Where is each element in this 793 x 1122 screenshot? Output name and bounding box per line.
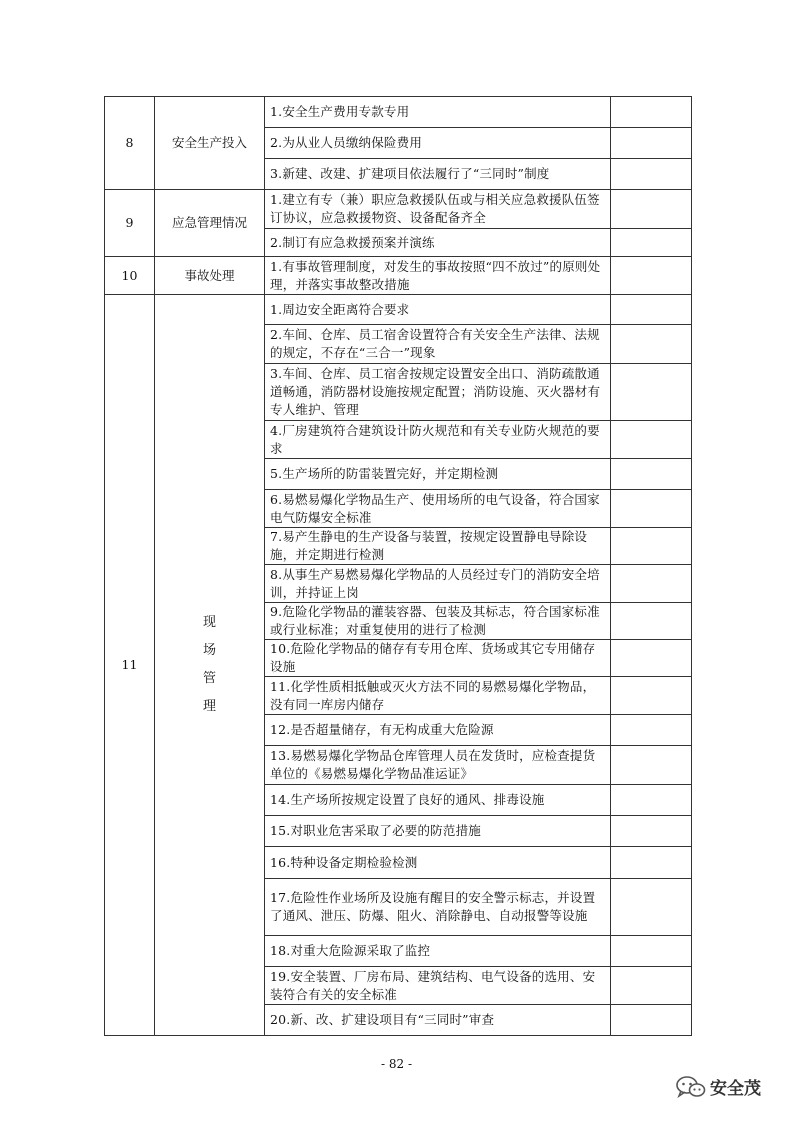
table-row [105, 190, 692, 229]
result-cell[interactable] [611, 1005, 692, 1036]
result-cell[interactable] [611, 565, 692, 603]
watermark [676, 1074, 761, 1099]
check-item: 18.对重大危险源采取了监控 [265, 936, 611, 967]
section-number: 11 [105, 295, 155, 1036]
result-cell[interactable] [611, 936, 692, 967]
result-cell[interactable] [611, 229, 692, 257]
check-item: 4.厂房建筑符合建筑设计防火规范和有关专业防火规范的要求 [265, 421, 611, 459]
table-row [105, 257, 692, 295]
result-cell[interactable] [611, 746, 692, 785]
result-cell[interactable] [611, 603, 692, 640]
result-cell[interactable] [611, 190, 692, 229]
check-item: 2.为从业人员缴纳保险费用 [265, 128, 611, 159]
section-category-vertical [155, 295, 265, 1036]
check-item: 10.危险化学物品的储存有专用仓库、货场或其它专用储存设施 [265, 640, 611, 677]
table-row [105, 295, 692, 325]
result-cell[interactable] [611, 528, 692, 565]
check-item: 1.有事故管理制度，对发生的事故按照“四不放过”的原则处理，并落实事故整改措施 [265, 257, 611, 295]
result-cell[interactable] [611, 847, 692, 879]
check-item: 9.危险化学物品的灌装容器、包装及其标志，符合国家标准或行业标准；对重复使用的进行了检测 [265, 603, 611, 640]
result-cell[interactable] [611, 677, 692, 715]
result-cell[interactable] [611, 257, 692, 295]
wechat-icon [676, 1075, 706, 1099]
check-item: 2.车间、仓库、员工宿舍设置符合有关安全生产法律、法规的规定，不存在“三合一”现象 [265, 325, 611, 364]
result-cell[interactable] [611, 459, 692, 490]
section-number: 8 [105, 97, 155, 190]
check-item: 2.制订有应急救援预案并演练 [265, 229, 611, 257]
check-item: 3.新建、改建、扩建项目依法履行了“三同时”制度 [265, 159, 611, 190]
result-cell[interactable] [611, 364, 692, 421]
check-item: 1.周边安全距离符合要求 [265, 295, 611, 325]
check-item: 1.建立有专（兼）职应急救援队伍或与相关应急救援队伍签订协议，应急救援物资、设备配备齐全 [265, 190, 611, 229]
section-category: 应急管理情况 [155, 190, 265, 257]
check-item: 6.易燃易爆化学物品生产、使用场所的电气设备，符合国家电气防爆安全标准 [265, 490, 611, 528]
check-item: 19.安全装置、厂房布局、建筑结构、电气设备的选用、安装符合有关的安全标准 [265, 967, 611, 1005]
check-item: 13.易燃易爆化学物品仓库管理人员在发货时，应检查提货单位的《易燃易爆化学物品准运证》 [265, 746, 611, 785]
check-item: 7.易产生静电的生产设备与装置，按规定设置静电导除设施，并定期进行检测 [265, 528, 611, 565]
result-cell[interactable] [611, 879, 692, 936]
result-cell[interactable] [611, 816, 692, 847]
result-cell[interactable] [611, 295, 692, 325]
result-cell[interactable] [611, 325, 692, 364]
check-item: 20.新、改、扩建设项目有“三同时”审查 [265, 1005, 611, 1036]
check-item: 17.危险性作业场所及设施有醒目的安全警示标志，并设置了通风、泄压、防爆、阻火、消除静电、自动报警等设施 [265, 879, 611, 936]
check-item: 15.对职业危害采取了必要的防范措施 [265, 816, 611, 847]
result-cell[interactable] [611, 640, 692, 677]
category-char: 理 [202, 699, 216, 714]
check-item: 5.生产场所的防雷装置完好，并定期检测 [265, 459, 611, 490]
section-category: 安全生产投入 [155, 97, 265, 190]
category-char: 现 [202, 615, 216, 630]
check-item: 14.生产场所按规定设置了良好的通风、排毒设施 [265, 785, 611, 816]
section-number: 9 [105, 190, 155, 257]
check-item: 8.从事生产易燃易爆化学物品的人员经过专门的消防安全培训，并持证上岗 [265, 565, 611, 603]
page-number: - 82 - [380, 1057, 412, 1071]
section-number: 10 [105, 257, 155, 295]
category-char: 场 [202, 643, 216, 658]
check-item: 3.车间、仓库、员工宿舍按规定设置安全出口、消防疏散通道畅通，消防器材设施按规定配置；消防设施、灭火器材有专人维护、管理 [265, 364, 611, 421]
result-cell[interactable] [611, 159, 692, 190]
inspection-table [104, 96, 692, 1036]
result-cell[interactable] [611, 490, 692, 528]
category-char: 管 [202, 671, 216, 686]
result-cell[interactable] [611, 97, 692, 128]
result-cell[interactable] [611, 785, 692, 816]
section-category: 事故处理 [155, 257, 265, 295]
result-cell[interactable] [611, 715, 692, 746]
check-item: 12.是否超量储存，有无构成重大危险源 [265, 715, 611, 746]
watermark-text: 安全茂 [710, 1079, 761, 1099]
check-item: 11.化学性质相抵触或灭火方法不同的易燃易爆化学物品，没有同一库房内储存 [265, 677, 611, 715]
check-item: 16.特种设备定期检验检测 [265, 847, 611, 879]
check-item: 1.安全生产费用专款专用 [265, 97, 611, 128]
result-cell[interactable] [611, 421, 692, 459]
result-cell[interactable] [611, 967, 692, 1005]
result-cell[interactable] [611, 128, 692, 159]
table-row [105, 97, 692, 128]
